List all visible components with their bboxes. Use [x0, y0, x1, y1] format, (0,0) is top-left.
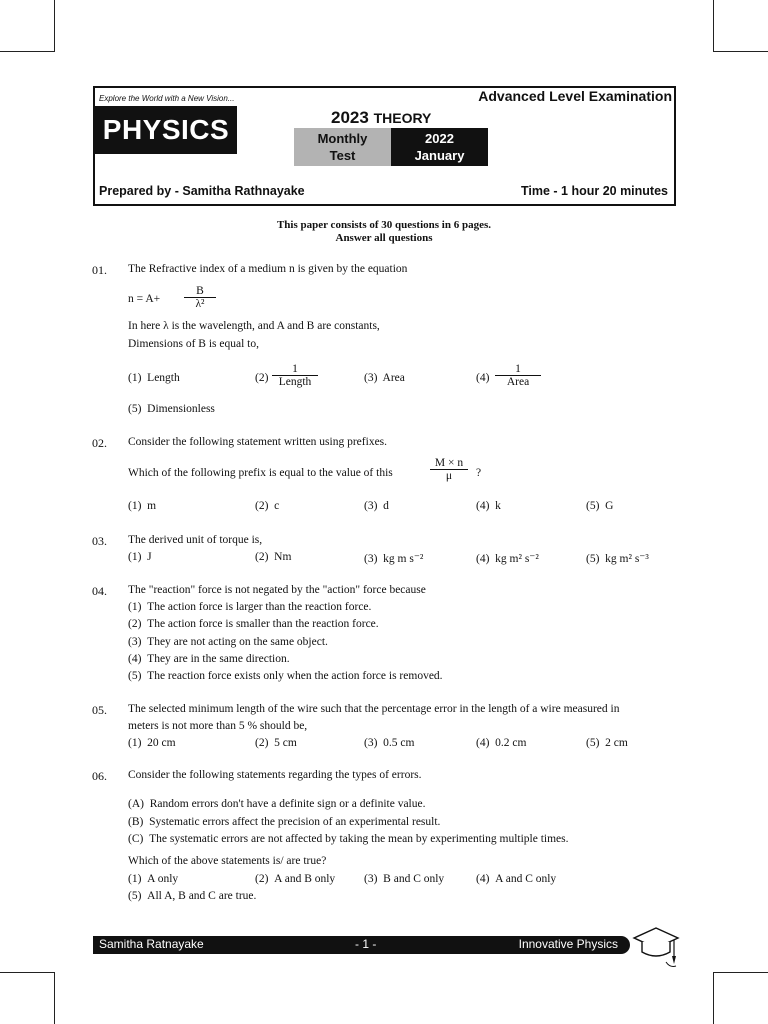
- option-number: (4): [476, 737, 490, 749]
- option-number: (2): [255, 500, 269, 512]
- crop-mark: [713, 0, 714, 52]
- crop-mark: [0, 51, 55, 52]
- option-number: (2): [128, 618, 142, 630]
- question-text: The derived unit of torque is,: [128, 534, 263, 546]
- option-2[interactable]: [255, 737, 297, 749]
- footer-brand: Innovative Physics: [518, 937, 618, 951]
- option-5[interactable]: [586, 737, 628, 749]
- option-4[interactable]: [128, 653, 290, 665]
- option-text: 0.2 cm: [495, 737, 527, 749]
- option-number: (1): [128, 500, 142, 512]
- option-5[interactable]: [128, 890, 256, 902]
- instructions-line1: This paper consists of 30 questions in 6 pages.: [276, 219, 492, 231]
- page-footer: [93, 936, 630, 954]
- option-4[interactable]: [476, 737, 526, 749]
- paper-title: [331, 108, 431, 128]
- fraction-denominator: λ²: [184, 297, 216, 310]
- option-number: (5): [128, 403, 142, 415]
- statement-c: [128, 833, 569, 845]
- option-number: (4): [476, 553, 490, 565]
- option-1[interactable]: [128, 500, 156, 512]
- instructions-line2: Answer all questions: [335, 232, 433, 244]
- option-5[interactable]: [586, 500, 613, 512]
- statement-b: [128, 816, 440, 828]
- option-number: (3): [364, 500, 378, 512]
- question-number: 05.: [92, 703, 107, 717]
- option-number: (5): [586, 553, 600, 565]
- option-3[interactable]: [364, 500, 389, 512]
- crop-mark: [713, 51, 768, 52]
- test-type-cell: [294, 128, 391, 166]
- option-number: (4): [476, 873, 490, 885]
- crop-mark: [713, 972, 714, 1024]
- option-number: (5): [586, 500, 600, 512]
- statement-text: Random errors don't have a definite sign or a definite value.: [149, 798, 426, 810]
- option-4-fraction: [495, 363, 541, 388]
- option-text: Nm: [274, 551, 292, 563]
- option-number: (2): [255, 372, 269, 384]
- option-2[interactable]: [255, 372, 268, 384]
- option-text: c: [274, 500, 280, 512]
- question-fraction: [430, 457, 468, 482]
- option-number: (3): [364, 553, 378, 565]
- crop-mark: [0, 972, 55, 973]
- option-text: All A, B and C are true.: [147, 890, 257, 902]
- question-text: meters is not more than 5 % should be,: [128, 720, 308, 732]
- footer-author: Samitha Ratnayake: [99, 937, 204, 951]
- paper-instructions: [0, 219, 768, 245]
- question-text: In here λ is the wavelength, and A and B are constants,: [128, 320, 380, 332]
- option-2-fraction: [272, 363, 318, 388]
- option-3[interactable]: [364, 873, 444, 885]
- question-text: Dimensions of B is equal to,: [128, 338, 259, 350]
- statement-label: (B): [128, 816, 144, 828]
- fraction-denominator: μ: [430, 469, 468, 482]
- option-text: B and C only: [383, 873, 445, 885]
- test-type-line2: Test: [329, 148, 356, 163]
- fraction-numerator: 1: [515, 363, 521, 375]
- tagline: Explore the World with a New Vision...: [99, 94, 235, 103]
- option-text: A and C only: [495, 873, 557, 885]
- subject-logo: PHYSICS: [95, 106, 237, 154]
- option-number: (3): [364, 873, 378, 885]
- statement-text: Systematic errors affect the precision of an experimental result.: [149, 816, 441, 828]
- option-4[interactable]: [476, 500, 501, 512]
- option-2[interactable]: [255, 551, 291, 563]
- option-3[interactable]: [128, 636, 328, 648]
- option-text: Area: [382, 372, 405, 384]
- question-number: 06.: [92, 769, 107, 783]
- fraction-numerator: B: [196, 285, 204, 297]
- option-5[interactable]: [128, 403, 215, 415]
- option-text: d: [383, 500, 389, 512]
- option-text: They are not acting on the same object.: [147, 636, 328, 648]
- option-number: (4): [128, 653, 142, 665]
- crop-mark: [54, 972, 55, 1024]
- question-text: The selected minimum length of the wire such that the percentage error in the length of a wire measured in: [128, 703, 620, 715]
- option-text: kg m s⁻²: [383, 553, 424, 565]
- test-date-cell: [391, 128, 488, 166]
- option-text: k: [495, 500, 501, 512]
- option-4[interactable]: [476, 372, 489, 384]
- exam-year: 2023: [331, 108, 369, 127]
- option-number: (5): [586, 737, 600, 749]
- option-text: kg m² s⁻³: [605, 553, 649, 565]
- option-text: 2 cm: [605, 737, 628, 749]
- question-text: The Refractive index of a medium n is given by the equation: [128, 263, 408, 275]
- option-text: The action force is smaller than the reaction force.: [147, 618, 379, 630]
- equation-lhs: n = A+: [128, 293, 161, 305]
- prepared-by: Prepared by - Samitha Rathnayake: [99, 184, 305, 198]
- option-4[interactable]: [476, 873, 556, 885]
- option-text: kg m² s⁻²: [495, 553, 539, 565]
- option-3[interactable]: [364, 372, 405, 384]
- question-text: Consider the following statements regarding the types of errors.: [128, 769, 422, 781]
- option-text: 20 cm: [147, 737, 176, 749]
- option-number: (4): [476, 372, 490, 384]
- option-1[interactable]: [128, 551, 152, 563]
- exam-header: [93, 86, 676, 206]
- test-type-line1: Monthly: [317, 131, 368, 146]
- test-year: 2022: [425, 131, 454, 146]
- option-1[interactable]: [128, 737, 176, 749]
- option-text: G: [605, 500, 614, 512]
- option-number: (1): [128, 737, 142, 749]
- option-number: (1): [128, 372, 142, 384]
- option-text: The action force is larger than the reaction force.: [147, 601, 372, 613]
- page-number: - 1 -: [355, 937, 377, 951]
- option-number: (1): [128, 601, 142, 613]
- statement-label: (A): [128, 798, 144, 810]
- option-2[interactable]: [255, 873, 335, 885]
- option-text: 0.5 cm: [383, 737, 415, 749]
- option-number: (1): [128, 551, 142, 563]
- option-text: J: [147, 551, 152, 563]
- question-number: 04.: [92, 584, 107, 598]
- option-1[interactable]: [128, 601, 371, 613]
- option-2[interactable]: [255, 500, 279, 512]
- option-3[interactable]: [364, 737, 414, 749]
- option-number: (5): [128, 670, 142, 682]
- fraction-numerator: M × n: [434, 457, 464, 469]
- option-text: A and B only: [274, 873, 336, 885]
- test-month: January: [414, 148, 465, 163]
- option-5[interactable]: [586, 551, 649, 565]
- option-number: (2): [255, 551, 269, 563]
- question-number: 03.: [92, 534, 107, 548]
- option-number: (4): [476, 500, 490, 512]
- crop-mark: [713, 972, 768, 973]
- question-number: 02.: [92, 436, 107, 450]
- option-1[interactable]: [128, 873, 178, 885]
- option-text: m: [147, 500, 157, 512]
- question-number: 01.: [92, 263, 107, 277]
- option-text: The reaction force exists only when the action force is removed.: [147, 670, 443, 682]
- statement-a: [128, 798, 425, 810]
- crop-mark: [54, 0, 55, 52]
- question-text: The "reaction" force is not negated by the "action" force because: [128, 584, 426, 596]
- option-number: (3): [364, 372, 378, 384]
- option-text: Length: [147, 372, 180, 384]
- option-text: Dimensionless: [147, 403, 215, 415]
- exam-level: Advanced Level Examination: [478, 88, 672, 104]
- statement-text: The systematic errors are not affected by taking the mean by experimenting multiple times.: [149, 833, 569, 845]
- option-5[interactable]: [128, 670, 443, 682]
- option-text: A only: [147, 873, 179, 885]
- question-text: Consider the following statement written using prefixes.: [128, 436, 388, 448]
- option-number: (1): [128, 873, 142, 885]
- option-text: They are in the same direction.: [147, 653, 290, 665]
- option-3[interactable]: [364, 551, 423, 565]
- paper-type: THEORY: [373, 110, 432, 126]
- option-number: (2): [255, 873, 269, 885]
- question-text: Which of the following prefix is equal to the value of this: [128, 467, 393, 479]
- option-number: (2): [255, 737, 269, 749]
- option-text: 5 cm: [274, 737, 297, 749]
- option-4[interactable]: [476, 551, 539, 565]
- question-text: Which of the above statements is/ are true?: [128, 855, 327, 867]
- fraction-numerator: 1: [292, 363, 298, 375]
- option-2[interactable]: [128, 618, 379, 630]
- fraction-denominator: Area: [495, 375, 541, 388]
- question-mark: ?: [476, 467, 482, 479]
- graduation-cap-icon: [630, 922, 682, 970]
- fraction-denominator: Length: [272, 375, 318, 388]
- time-allowed: Time - 1 hour 20 minutes: [520, 184, 668, 198]
- option-1[interactable]: [128, 372, 180, 384]
- option-number: (3): [364, 737, 378, 749]
- equation-fraction: [184, 285, 216, 310]
- statement-label: (C): [128, 833, 144, 845]
- option-number: (5): [128, 890, 142, 902]
- option-number: (3): [128, 636, 142, 648]
